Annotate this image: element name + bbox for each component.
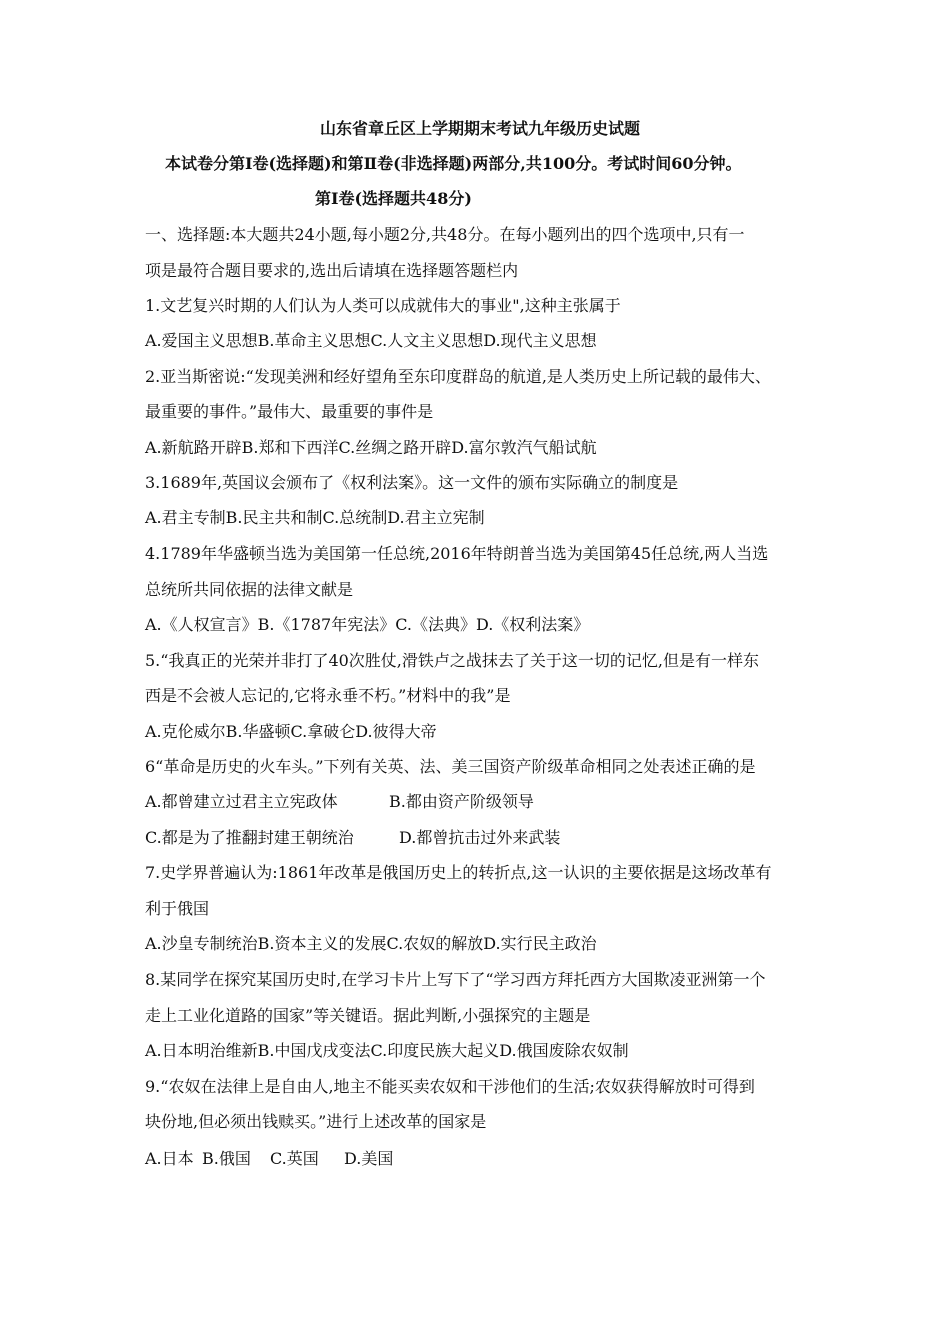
question-options: A.沙皇专制统治B.资本主义的发展C.农奴的解放D.实行民主政治	[145, 934, 597, 953]
exam-subtitle: 本试卷分第Ⅰ卷(选择题)和第Ⅱ卷(非选择题)两部分,共100分。考试时间60分钟。	[165, 154, 742, 173]
question-options: A.爱国主义思想B.革命主义思想C.人文主义思想D.现代主义思想	[145, 331, 597, 350]
question-stem: 7.史学界普遍认为:1861年改革是俄国历史上的转折点,这一认识的主要依据是这场改革有	[145, 863, 772, 882]
option-a: A.都曾建立过君主立宪政体	[145, 792, 338, 811]
question-stem: 1.文艺复兴时期的人们认为人类可以成就伟大的事业",这种主张属于	[145, 296, 621, 315]
question-stem: 西是不会被人忘记的,它将永垂不朽。”材料中的我”是	[145, 686, 511, 705]
question-options	[145, 1149, 393, 1169]
question-options	[145, 828, 560, 848]
question-options	[145, 792, 534, 812]
question-options: A.克伦威尔B.华盛顿C.拿破仑D.彼得大帝	[145, 722, 437, 741]
option-c: C.都是为了推翻封建王朝统治	[145, 828, 354, 847]
option-b: B.俄国	[202, 1149, 251, 1168]
question-stem: 4.1789年华盛顿当选为美国第一任总统,2016年特朗普当选为美国第45任总统,两人当选	[145, 544, 769, 563]
option-d: D.都曾抗击过外来武装	[399, 828, 561, 847]
option-b: B.都由资产阶级领导	[389, 792, 534, 811]
question-stem: 5.“我真正的光荣并非打了40次胜仗,滑铁卢之战抹去了关于这一切的记忆,但是有一样东	[145, 651, 759, 670]
exam-title: 山东省章丘区上学期期末考试九年级历史试题	[320, 119, 641, 138]
option-c: C.英国	[270, 1149, 319, 1168]
instructions-line: 一、选择题:本大题共24小题,每小题2分,共48分。在每小题列出的四个选项中,只有一	[145, 225, 745, 244]
part-heading: 第Ⅰ卷(选择题共48分)	[315, 189, 472, 208]
question-stem: 利于俄国	[145, 899, 210, 918]
question-options: A.《人权宣言》B.《1787年宪法》C.《法典》D.《权利法案》	[145, 615, 590, 634]
option-d: D.美国	[344, 1149, 394, 1168]
instructions-line: 项是最符合题目要求的,选出后请填在选择题答题栏内	[145, 261, 519, 280]
question-stem: 8.某同学在探究某国历史时,在学习卡片上写下了“学习西方拜托西方大国欺凌亚洲第一个	[145, 970, 766, 989]
question-stem: 最重要的事件。”最伟大、最重要的事件是	[145, 402, 434, 421]
question-stem: 3.1689年,英国议会颁布了《权利法案》。这一文件的颁布实际确立的制度是	[145, 473, 679, 492]
question-stem: 总统所共同依据的法律文献是	[145, 580, 354, 599]
option-a: A.日本	[145, 1149, 194, 1168]
question-options: A.日本明治维新B.中国戊戌变法C.印度民族大起义D.俄国废除农奴制	[145, 1041, 629, 1060]
question-stem: 2.亚当斯密说:“发现美洲和经好望角至东印度群岛的航道,是人类历史上所记载的最伟大、	[145, 367, 771, 386]
question-stem: 6“革命是历史的火车头。”下列有关英、法、美三国资产阶级革命相同之处表述正确的是	[145, 757, 756, 776]
question-stem: 块份地,但必须出钱赎买。”进行上述改革的国家是	[145, 1112, 487, 1131]
question-options: A.君主专制B.民主共和制C.总统制D.君主立宪制	[145, 508, 485, 527]
question-stem: 走上工业化道路的国家”等关键语。据此判断,小强探究的主题是	[145, 1006, 591, 1025]
question-options: A.新航路开辟B.郑和下西洋C.丝绸之路开辟D.富尔敦汽气船试航	[145, 438, 597, 457]
question-stem: 9.“农奴在法律上是自由人,地主不能买卖农奴和干涉他们的生活;农奴获得解放时可得到	[145, 1077, 755, 1096]
